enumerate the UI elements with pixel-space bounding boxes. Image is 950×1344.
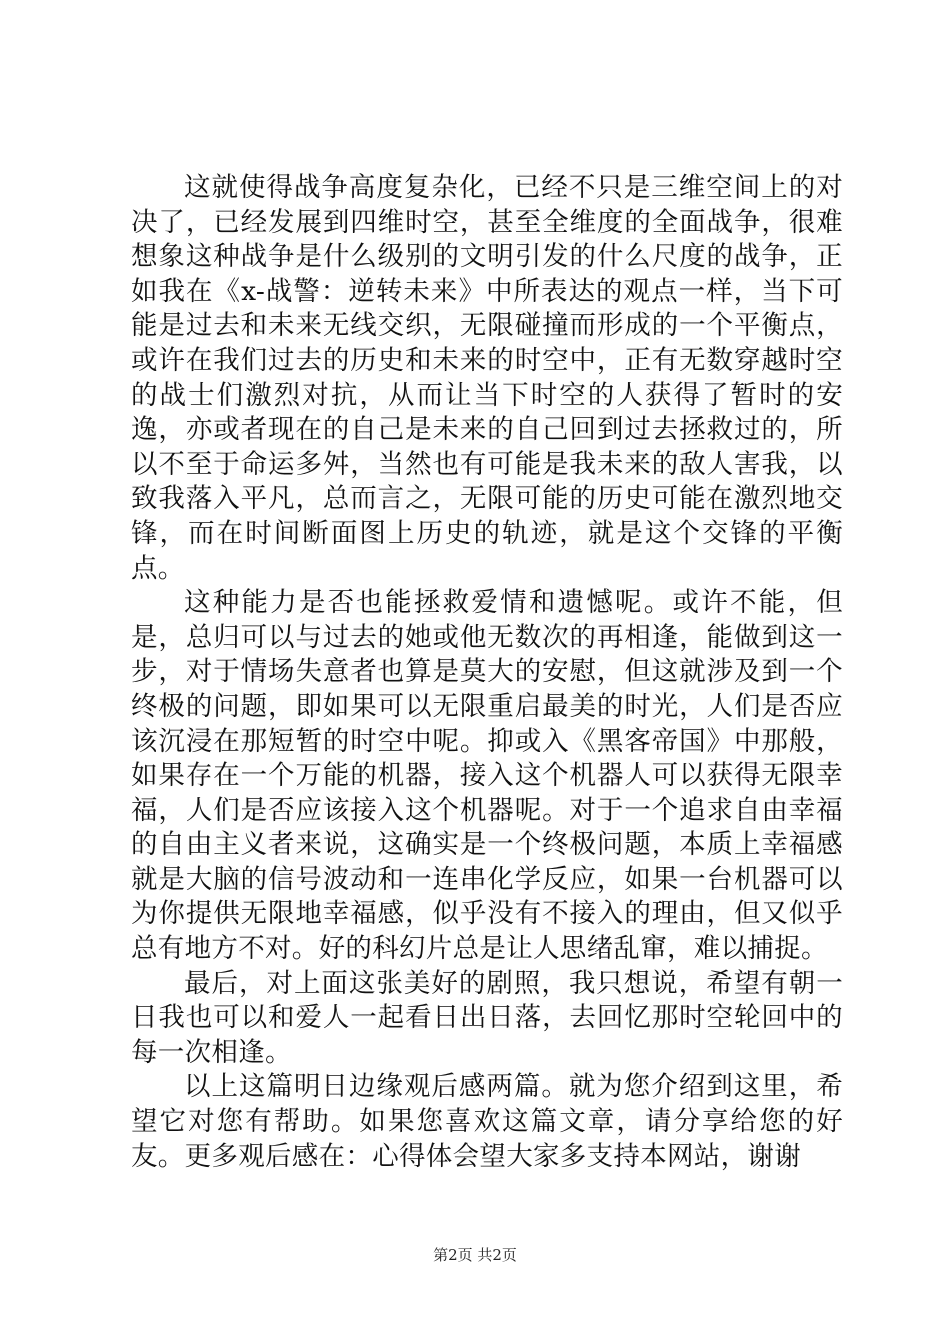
- paragraph-2: 这种能力是否也能拯救爱情和遗憾呢。或许不能，但是，总归可以与过去的她或他无数次的再相逢，能做到这一步，对于情场失意者也算是莫大的安慰，但这就涉及到一个终极的问题，即如果可以无限重启最美的时光，人们是否应该沉浸在那短暂的时空中呢。抑或入《黑客帝国》中那般，如果存在一个万能的机器，接入这个机器人可以获得无限幸福，人们是否应该接入这个机器呢。对于一个追求自由幸福的自由主义者来说，这确实是一个终极问题，本质上幸福感就是大脑的信号波动和一连串化学反应，如果一台机器可以为你提供无限地幸福感，似乎没有不接入的理由，但又似乎总有地方不对。好的科幻片总是让人思绪乱窜，难以捕捉。: [131, 587, 843, 965]
- paragraph-4: 以上这篇明日边缘观后感两篇。就为您介绍到这里，希望它对您有帮助。如果您喜欢这篇文章，请分享给您的好友。更多观后感在：心得体会望大家多支持本网站，谢谢: [131, 1071, 843, 1172]
- page-number: 第2页 共2页: [433, 1246, 517, 1264]
- page-footer: [0, 1245, 950, 1265]
- paragraph-3: 最后，对上面这张美好的剧照，我只想说，希望有朝一日我也可以和爱人一起看日出日落，去回忆那时空轮回中的每一次相逢。: [131, 967, 843, 1068]
- document-body: [131, 171, 843, 1174]
- paragraph-1: 这就使得战争高度复杂化，已经不只是三维空间上的对决了，已经发展到四维时空，甚至全维度的全面战争，很难想象这种战争是什么级别的文明引发的什么尺度的战争，正如我在《x-战警：逆转未来》中所表达的观点一样，当下可能是过去和未来无线交织，无限碰撞而形成的一个平衡点，或许在我们过去的历史和未来的时空中，正有无数穿越时空的战士们激烈对抗，从而让当下时空的人获得了暂时的安逸，亦或者现在的自己是未来的自己回到过去拯救过的，所以不至于命运多舛，当然也有可能是我未来的敌人害我，以致我落入平凡，总而言之，无限可能的历史可能在激烈地交锋，而在时间断面图上历史的轨迹，就是这个交锋的平衡点。: [131, 172, 843, 584]
